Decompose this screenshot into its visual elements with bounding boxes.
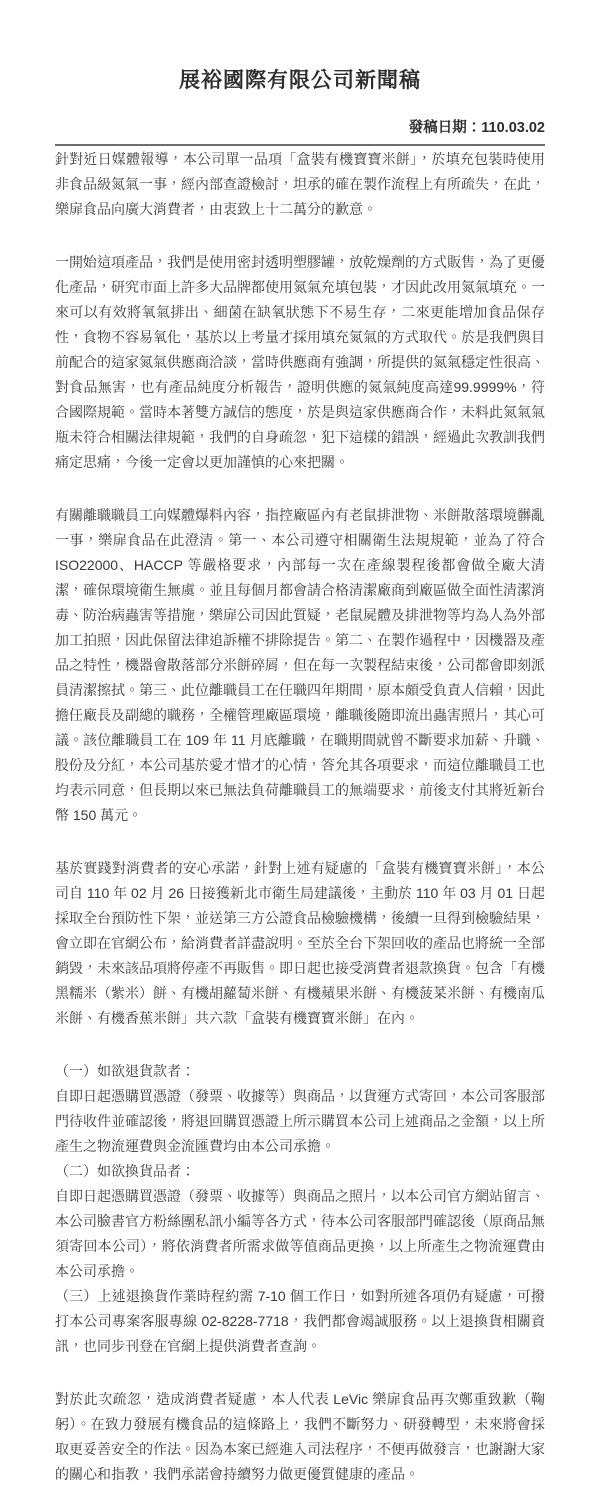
body-paragraph-closing-apology: 對於此次疏忽，造成消費者疑慮，本人代表 LeVic 樂扉食品再次鄭重致歉（鞠躬）。在致力發展有機食品的這條路上，我們不斷努力、研發轉型，未來將會採取更妥善安全的作法。因為本案已經進入司法程序，不便再做發言，也謝謝大家的關心和指教，我們承諾會持續努力做更優質健康的產品。 [55, 1391, 545, 1482]
list-item-refund-heading: （一）如欲退貨款者： [55, 1063, 195, 1079]
list-item-refund-details: 自即日起憑購買憑證（發票、收據等）與商品，以貨運方式寄回，本公司客服部門待收件並確認後，將退回購買憑證上所示購買本公司上述商品之金額，以上所產生之物流運費與金流匯費均由本公司承擔。 [55, 1088, 545, 1154]
header-divider [55, 144, 545, 146]
release-date: 發稿日期：110.03.02 [408, 120, 545, 136]
list-item-exchange-heading: （二）如欲換貨品者： [55, 1163, 195, 1179]
body-paragraph-apology-intro: 針對近日媒體報導，本公司單一品項「盒裝有機寶寶米餅」，於填充包裝時使用非食品級氮氣一事，經內部查證檢討，坦承的確在製作流程上有所疏失，在此，樂扉食品向廣大消費者，由衷致上十二萬分的歉意。 [55, 151, 545, 217]
body-paragraph-hygiene-clarification: 有關離職職員工向媒體爆料內容，指控廠區內有老鼠排泄物、米餅散落環境髒亂一事，樂扉食品在此澄清。第一、本公司遵守相關衛生法規規範，並為了符合 ISO22000、HACCP 等嚴格要求，內部每一次在產線製程後都會做全廠大清潔，確保環境衛生無虞。並且每個月都會請合格清潔廠商到廠區做全面性清潔消毒、防治病蟲害等措施，樂扉公司因此質疑，老鼠屍體及排泄物等均為人為外部加工拍照，因此保留法律追訴權不排除提告。第二、在製作過程中，因機器及產品之特性，機器會散落部分米餅碎屑，但在每一次製程結束後，公司都會即刻派員清潔擦拭。第三、此位離職員工在任職四年期間，原本頗受負責人信賴，因此擔任廠長及副總的職務，全權管理廠區環境，離職後隨即流出蟲害照片，其心可議。該位離職員工在 109 年 11 月底離職，在職期間就曾不斷要求加薪、升職、股份及分紅，本公司基於愛才惜才的心情，答允其各項要求，而這位離職員工也均表示同意，但長期以來已無法負荷離職員工的無端要求，前後支付其將近新台幣 150 萬元。 [55, 507, 545, 823]
press-release-body [55, 147, 545, 1487]
page-title: 展裕國際有限公司新聞稿 [179, 69, 421, 92]
body-paragraph-nitrogen-explanation: 一開始這項產品，我們是使用密封透明塑膠罐，放乾燥劑的方式販售，為了更優化產品，研究市面上許多大品牌都使用氮氣充填包裝，才因此改用氮氣填充。一來可以有效將氧氣排出、細菌在缺氧狀態下不易生存，二來更能增加食品保存性，食物不容易氧化，基於以上考量才採用填充氮氣的方式取代。於是我們與目前配合的這家氮氣供應商洽談，當時供應商有強調，所提供的氮氣穩定性很高、對食品無害，也有產品純度分析報告，證明供應的氮氣純度高達99.9999%，符合國際規範。當時本著雙方誠信的態度，於是與這家供應商合作，未料此氮氣氣瓶未符合相關法律規範，我們的自身疏忽，犯下這樣的錯誤，經過此次教訓我們痛定思痛，今後一定會以更加謹慎的心來把關。 [55, 254, 545, 470]
list-item-processing-time: （三）上述退換貨作業時程約需 7-10 個工作日，如對所述各項仍有疑慮，可撥打本公司專案客服專線 02-8228-7718，我們都會竭誠服務。以上退換貨相關資訊，也同步刊登在官網上提供消費者查詢。 [55, 1288, 545, 1354]
body-paragraph-recall-announcement: 基於實踐對消費者的安心承諾，針對上述有疑慮的「盒裝有機寶寶米餅」，本公司自 110 年 02 月 26 日接獲新北市衛生局建議後，主動於 110 年 03 月 01 日起採取全台預防性下架，並送第三方公證食品檢驗機構，後續一旦得到檢驗結果，會立即在官網公布，給消費者詳盡說明。至於全台下架回收的產品也將統一全部銷毀，未來該品項將停產不再販售。即日起也接受消費者退款換貨。包含「有機黑糯米（紫米）餅、有機胡蘿蔔米餅、有機蘋果米餅、有機菠菜米餅、有機南瓜米餅、有機香蕉米餅」共六款「盒裝有機寶寶米餅」在內。 [55, 860, 545, 1026]
list-item-exchange-details: 自即日起憑購買憑證（發票、收據等）與商品之照片，以本公司官方網站留言、本公司臉書官方粉絲團私訊小編等各方式，待本公司客服部門確認後（原商品無須寄回本公司），將依消費者所需求做等值商品更換，以上所產生之物流運費由本公司承擔。 [55, 1188, 545, 1279]
